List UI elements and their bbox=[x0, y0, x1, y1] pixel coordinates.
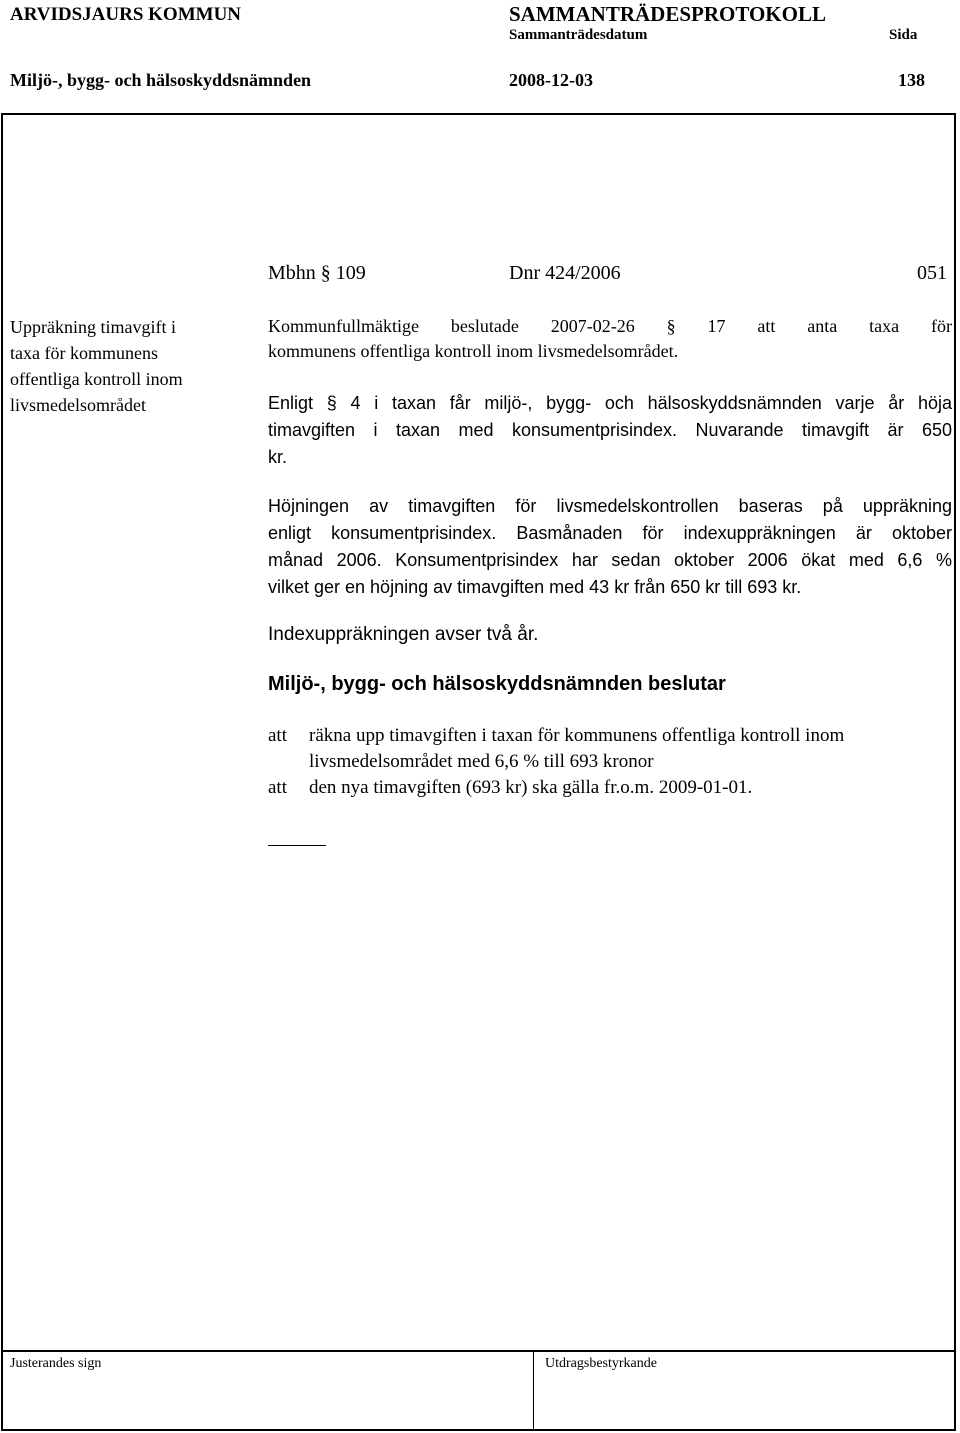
decision-item-line: den nya timavgiften (693 kr) ska gälla fr.o.m. 2009-01-01. bbox=[309, 777, 753, 798]
paragraph-line: Kommunfullmäktige beslutade 2007-02-26 § 17 att anta taxa för bbox=[268, 316, 952, 336]
decision-item-line: räkna upp timavgiften i taxan för kommunens offentliga kontroll inom bbox=[309, 725, 845, 746]
matter-title-line: taxa för kommunens bbox=[10, 343, 158, 363]
archive-code: 051 bbox=[917, 262, 947, 284]
committee-name: Miljö-, bygg- och hälsoskyddsnämnden bbox=[10, 70, 312, 90]
paragraph-line: timavgiften i taxan med konsumentprisindex. Nuvarande timavgift är 650 bbox=[268, 420, 952, 440]
background-paragraph bbox=[268, 314, 952, 364]
end-rule bbox=[268, 845, 326, 846]
tariff-rule-paragraph bbox=[268, 390, 952, 471]
decision-item-line: livsmedelsområdet med 6,6 % till 693 kronor bbox=[309, 751, 654, 772]
decision-item-prefix: att bbox=[268, 777, 287, 798]
extract-certification-label: Utdragsbestyrkande bbox=[545, 1356, 657, 1371]
adjuster-signature-label: Justerandes sign bbox=[10, 1356, 102, 1371]
paragraph-line: vilket ger en höjning av timavgiften med 43 kr från 650 kr till 693 kr. bbox=[268, 577, 802, 597]
paragraph-line: Höjningen av timavgiften för livsmedelskontrollen baseras på uppräkning bbox=[268, 496, 952, 516]
organization-name: ARVIDSJAURS KOMMUN bbox=[10, 4, 242, 25]
diary-number: Dnr 424/2006 bbox=[509, 262, 621, 284]
page-label: Sida bbox=[889, 27, 918, 43]
signature-column-divider bbox=[533, 1350, 534, 1431]
scope-paragraph bbox=[268, 621, 952, 648]
page-number: 138 bbox=[898, 70, 925, 90]
paragraph-reference: Mbhn § 109 bbox=[268, 262, 366, 284]
meeting-date-label: Sammanträdesdatum bbox=[509, 27, 648, 43]
decision-heading: Miljö-, bygg- och hälsoskyddsnämnden beslutar bbox=[268, 673, 726, 695]
signature-divider bbox=[1, 1350, 956, 1352]
paragraph-line: kommunens offentliga kontroll inom livsmedelsområdet. bbox=[268, 341, 679, 361]
decision-item-prefix: att bbox=[268, 725, 287, 746]
document-type: SAMMANTRÄDESPROTOKOLL bbox=[509, 2, 826, 26]
matter-title-line: Uppräkning timavgift i bbox=[10, 317, 176, 337]
matter-title bbox=[10, 314, 250, 418]
paragraph-line: kr. bbox=[268, 447, 288, 467]
matter-title-line: livsmedelsområdet bbox=[10, 395, 146, 415]
paragraph-line: Indexuppräkningen avser två år. bbox=[268, 624, 539, 645]
index-paragraph bbox=[268, 493, 952, 601]
paragraph-line: enligt konsumentprisindex. Basmånaden för indexuppräkningen är oktober bbox=[268, 523, 952, 543]
paragraph-line: Enligt § 4 i taxan får miljö-, bygg- och hälsoskyddsnämnden varje år höja bbox=[268, 393, 952, 413]
meeting-date: 2008-12-03 bbox=[509, 70, 593, 90]
paragraph-line: månad 2006. Konsumentprisindex har sedan oktober 2006 ökat med 6,6 % bbox=[268, 550, 952, 570]
matter-title-line: offentliga kontroll inom bbox=[10, 369, 183, 389]
